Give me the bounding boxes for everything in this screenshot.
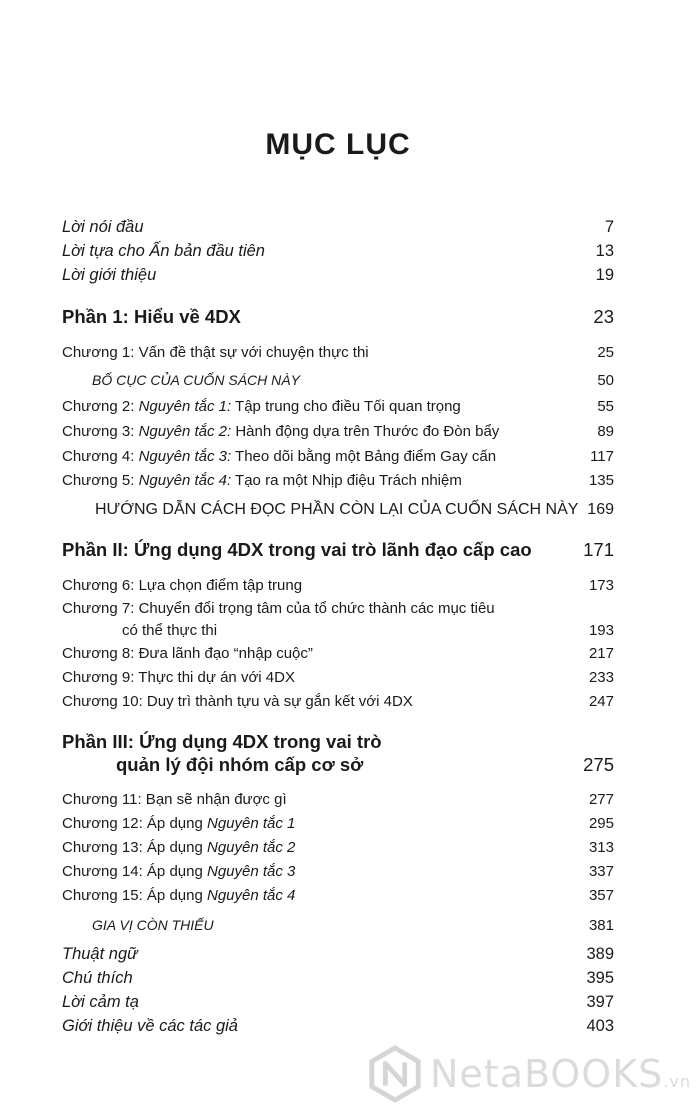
toc-chapter-5[interactable] [62,472,614,490]
netabooks-logo-icon [366,1045,424,1103]
toc-section-book-structure[interactable] [62,371,614,390]
chapter-label: Chương 7: Chuyển đổi trọng tâm của tổ chức thành các mục tiêu [62,600,495,617]
chapter-label: Chương 15: Áp dụng Nguyên tắc 4 [62,887,296,904]
part-label-continued: quản lý đội nhóm cấp cơ sở [116,754,364,775]
part-page: 171 [583,539,614,560]
toc-part-1[interactable] [62,308,614,326]
chapter-label: Chương 13: Áp dụng Nguyên tắc 2 [62,839,296,856]
chapter-label: Chương 14: Áp dụng Nguyên tắc 3 [62,863,296,880]
toc-entry-back-3[interactable] [62,993,614,1011]
toc-entry-page: 389 [586,945,614,963]
chapter-label: Chương 6: Lựa chọn điểm tập trung [62,577,303,594]
chapter-page: 277 [588,791,614,808]
chapter-page: 55 [597,398,614,415]
netabooks-watermark [366,1044,700,1104]
part-label: Phần III: Ứng dụng 4DX trong vai trò [62,731,382,752]
chapter-page: 337 [588,863,614,880]
toc-entry-back-4[interactable] [62,1017,614,1035]
toc-chapter-11[interactable] [62,791,614,809]
toc-entry-page: 397 [586,993,614,1011]
chapter-label-continued: có thể thực thi [122,622,218,639]
chapter-page: 173 [588,577,614,594]
toc-entry-page: 13 [595,242,614,260]
toc-entry-page: 7 [604,218,614,236]
toc-chapter-2[interactable] [62,398,614,416]
watermark-brand: NetaBOOKS.vn [430,1052,691,1096]
toc-chapter-10[interactable] [62,693,614,711]
chapter-label: Chương 9: Thực thi dự án với 4DX [62,669,295,686]
toc-chapter-8[interactable] [62,645,614,663]
chapter-label: Chương 11: Bạn sẽ nhận được gì [62,791,287,808]
toc-chapter-4[interactable] [62,448,614,466]
toc-chapter-3[interactable] [62,423,614,441]
toc-entry-back-2[interactable] [62,969,614,987]
toc-entry-front-1[interactable] [62,218,614,236]
section-page: 381 [588,917,614,934]
chapter-page: 117 [590,448,614,465]
chapter-label: Chương 12: Áp dụng Nguyên tắc 1 [62,815,296,832]
part-page: 23 [593,306,614,327]
chapter-page: 89 [597,423,614,440]
toc-entry-page: 403 [586,1017,614,1035]
toc-part-3-line1[interactable] [62,733,614,751]
section-label: BỐ CỤC CỦA CUỐN SÁCH NÀY [92,372,300,388]
chapter-page: 25 [597,344,614,361]
chapter-page: 193 [588,622,614,639]
section-page: 50 [597,372,614,389]
toc-chapter-7-line2[interactable] [62,622,614,640]
section-label: GIA VỊ CÒN THIẾU [92,917,214,933]
toc-entry-label: Lời cảm tạ [62,993,139,1011]
toc-chapter-9[interactable] [62,669,614,687]
chapter-label: Chương 3: Nguyên tắc 2: Hành động dựa trên Thước đo Đòn bẩy [62,423,500,440]
part-page: 275 [583,754,614,775]
part-label: Phần 1: Hiểu về 4DX [62,306,241,327]
chapter-label: Chương 4: Nguyên tắc 3: Theo dõi bằng một Bảng điểm Gay cấn [62,448,497,465]
section-label: HƯỚNG DẪN CÁCH ĐỌC PHẦN CÒN LẠI CỦA CUỐN SÁCH NÀY [95,501,579,518]
toc-entry-front-3[interactable] [62,266,614,284]
toc-entry-back-1[interactable] [62,945,614,963]
toc-entry-page: 19 [595,266,614,284]
toc-entry-label: Lời tựa cho Ấn bản đầu tiên [62,242,265,260]
toc-part-3-line2[interactable] [62,756,614,774]
chapter-label: Chương 2: Nguyên tắc 1: Tập trung cho điều Tối quan trọng [62,398,461,415]
toc-entry-label: Chú thích [62,969,133,987]
toc-chapter-1[interactable] [62,344,614,362]
toc-chapter-12[interactable] [62,815,614,833]
chapter-label: Chương 5: Nguyên tắc 4: Tạo ra một Nhịp điệu Trách nhiệm [62,472,462,489]
page-title: MỤC LỤC [265,128,411,161]
chapter-page: 247 [588,693,614,710]
chapter-label: Chương 8: Đưa lãnh đạo “nhập cuộc” [62,645,313,662]
toc-entry-label: Giới thiệu về các tác giả [62,1017,238,1035]
chapter-label: Chương 1: Vấn đề thật sự với chuyện thực thi [62,344,369,361]
toc-entry-label: Lời giới thiệu [62,266,157,284]
toc-entry-front-2[interactable] [62,242,614,260]
chapter-page: 313 [588,839,614,856]
toc-part-2[interactable] [62,541,614,559]
chapter-page: 135 [588,472,614,489]
toc-chapter-13[interactable] [62,839,614,857]
toc-chapter-7-line1[interactable] [62,600,614,618]
chapter-page: 217 [588,645,614,662]
toc-entry-page: 395 [586,969,614,987]
toc-section-reading-guide[interactable] [62,501,614,519]
toc-chapter-6[interactable] [62,577,614,595]
toc-section-missing-spice[interactable] [62,916,614,935]
toc-chapter-15[interactable] [62,887,614,905]
part-label: Phần II: Ứng dụng 4DX trong vai trò lãnh đạo cấp cao [62,539,532,560]
section-page: 169 [587,501,614,518]
chapter-page: 295 [588,815,614,832]
toc-entry-label: Thuật ngữ [62,945,138,963]
toc-entry-label: Lời nói đầu [62,218,144,236]
chapter-page: 357 [588,887,614,904]
toc-chapter-14[interactable] [62,863,614,881]
chapter-label: Chương 10: Duy trì thành tựu và sự gắn kết với 4DX [62,693,413,710]
chapter-page: 233 [588,669,614,686]
